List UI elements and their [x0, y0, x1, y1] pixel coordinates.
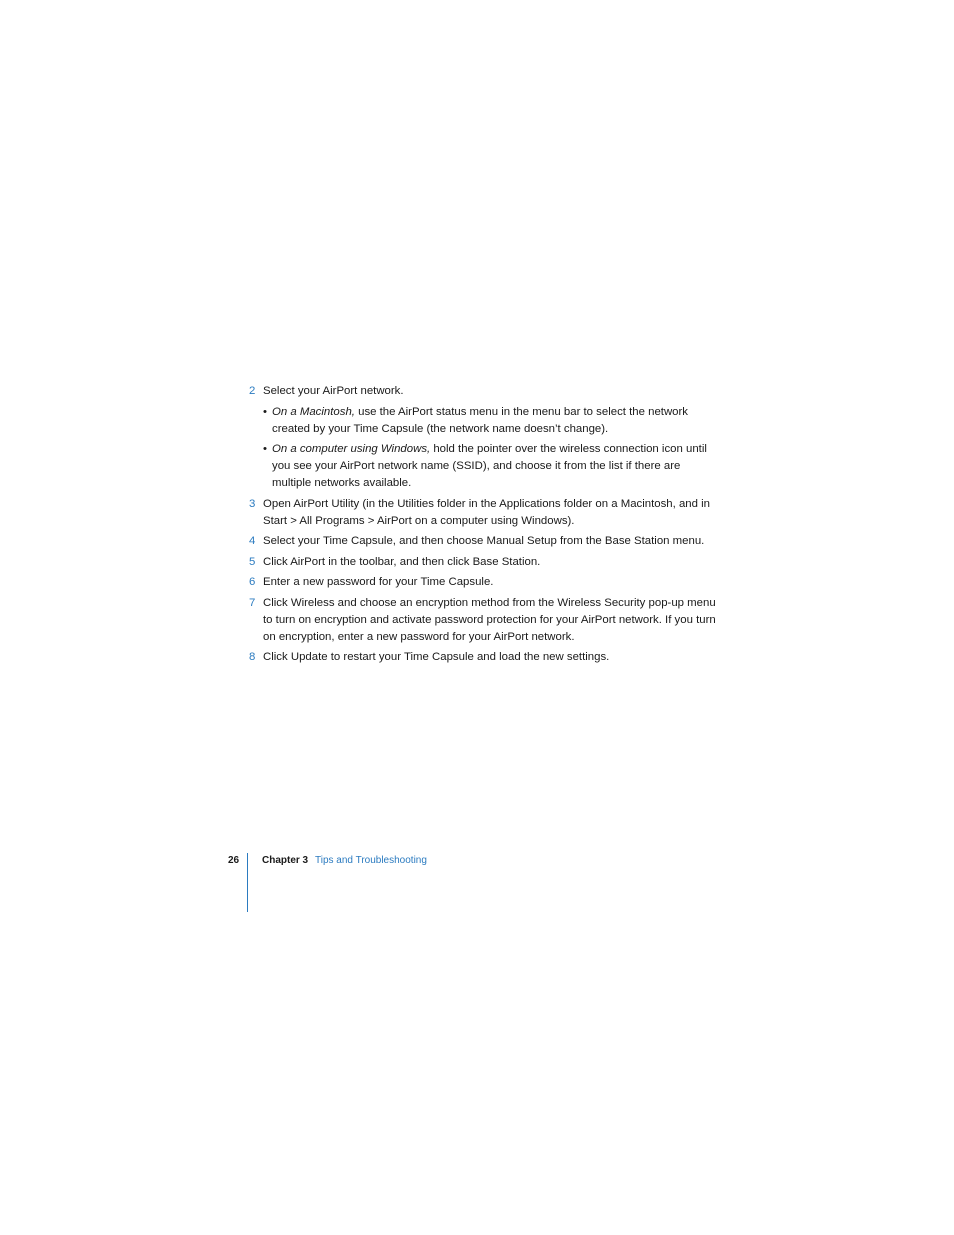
step-6	[249, 574, 719, 591]
step-4	[249, 533, 719, 550]
bullet-windows	[249, 441, 719, 492]
step-text: Click AirPort in the toolbar, and then click Base Station.	[263, 555, 541, 568]
step-2-bullet-list	[249, 404, 719, 493]
step-number: 8	[249, 651, 256, 663]
step-number: 2	[249, 385, 256, 397]
bullet-text: use the AirPort status menu in the menu bar to select the network created by your Time Capsule (the network name doesn’t change).	[272, 405, 688, 435]
step-number: 5	[249, 555, 256, 568]
bullet-glyph: •	[263, 405, 267, 418]
step-number: 7	[249, 596, 256, 609]
step-5	[249, 554, 719, 571]
step-text: Click Update to restart your Time Capsule and load the new settings.	[263, 651, 610, 663]
page-number: 26	[228, 855, 240, 866]
step-7	[249, 595, 719, 646]
chapter-title: Tips and Troubleshooting	[315, 855, 427, 866]
step-text: Enter a new password for your Time Capsule.	[263, 576, 494, 588]
step-text: Open AirPort Utility (in the Utilities folder in the Applications folder on a Macintosh, and in Start > All Programs > AirPort on a computer using Windows).	[263, 497, 710, 527]
step-number: 6	[249, 576, 256, 588]
bullet-text: hold the pointer over the wireless connection icon until you see your AirPort network name (SSID), and choose it from the list if there are multiple networks available.	[272, 443, 707, 489]
step-3	[249, 496, 719, 530]
page-footer	[0, 850, 954, 912]
step-2	[249, 383, 719, 400]
step-number: 3	[249, 497, 256, 510]
bullet-lead: On a Macintosh,	[272, 405, 355, 418]
step-text: Select your AirPort network.	[263, 385, 404, 397]
step-text: Click Wireless and choose an encryption method from the Wireless Security pop-up menu to turn on encryption and activate password protection for your AirPort network. If you turn on encryption, enter a new password for your AirPort network.	[263, 596, 716, 643]
footer-divider	[247, 853, 248, 912]
chapter-label: Chapter 3	[262, 855, 309, 866]
bullet-glyph: •	[263, 443, 267, 455]
bullet-lead: On a computer using Windows,	[272, 443, 431, 455]
step-8	[249, 649, 719, 666]
step-number: 4	[249, 535, 256, 547]
instructions-body	[249, 383, 719, 670]
bullet-macintosh	[249, 404, 719, 438]
step-text: Select your Time Capsule, and then choose Manual Setup from the Base Station menu.	[263, 535, 705, 547]
